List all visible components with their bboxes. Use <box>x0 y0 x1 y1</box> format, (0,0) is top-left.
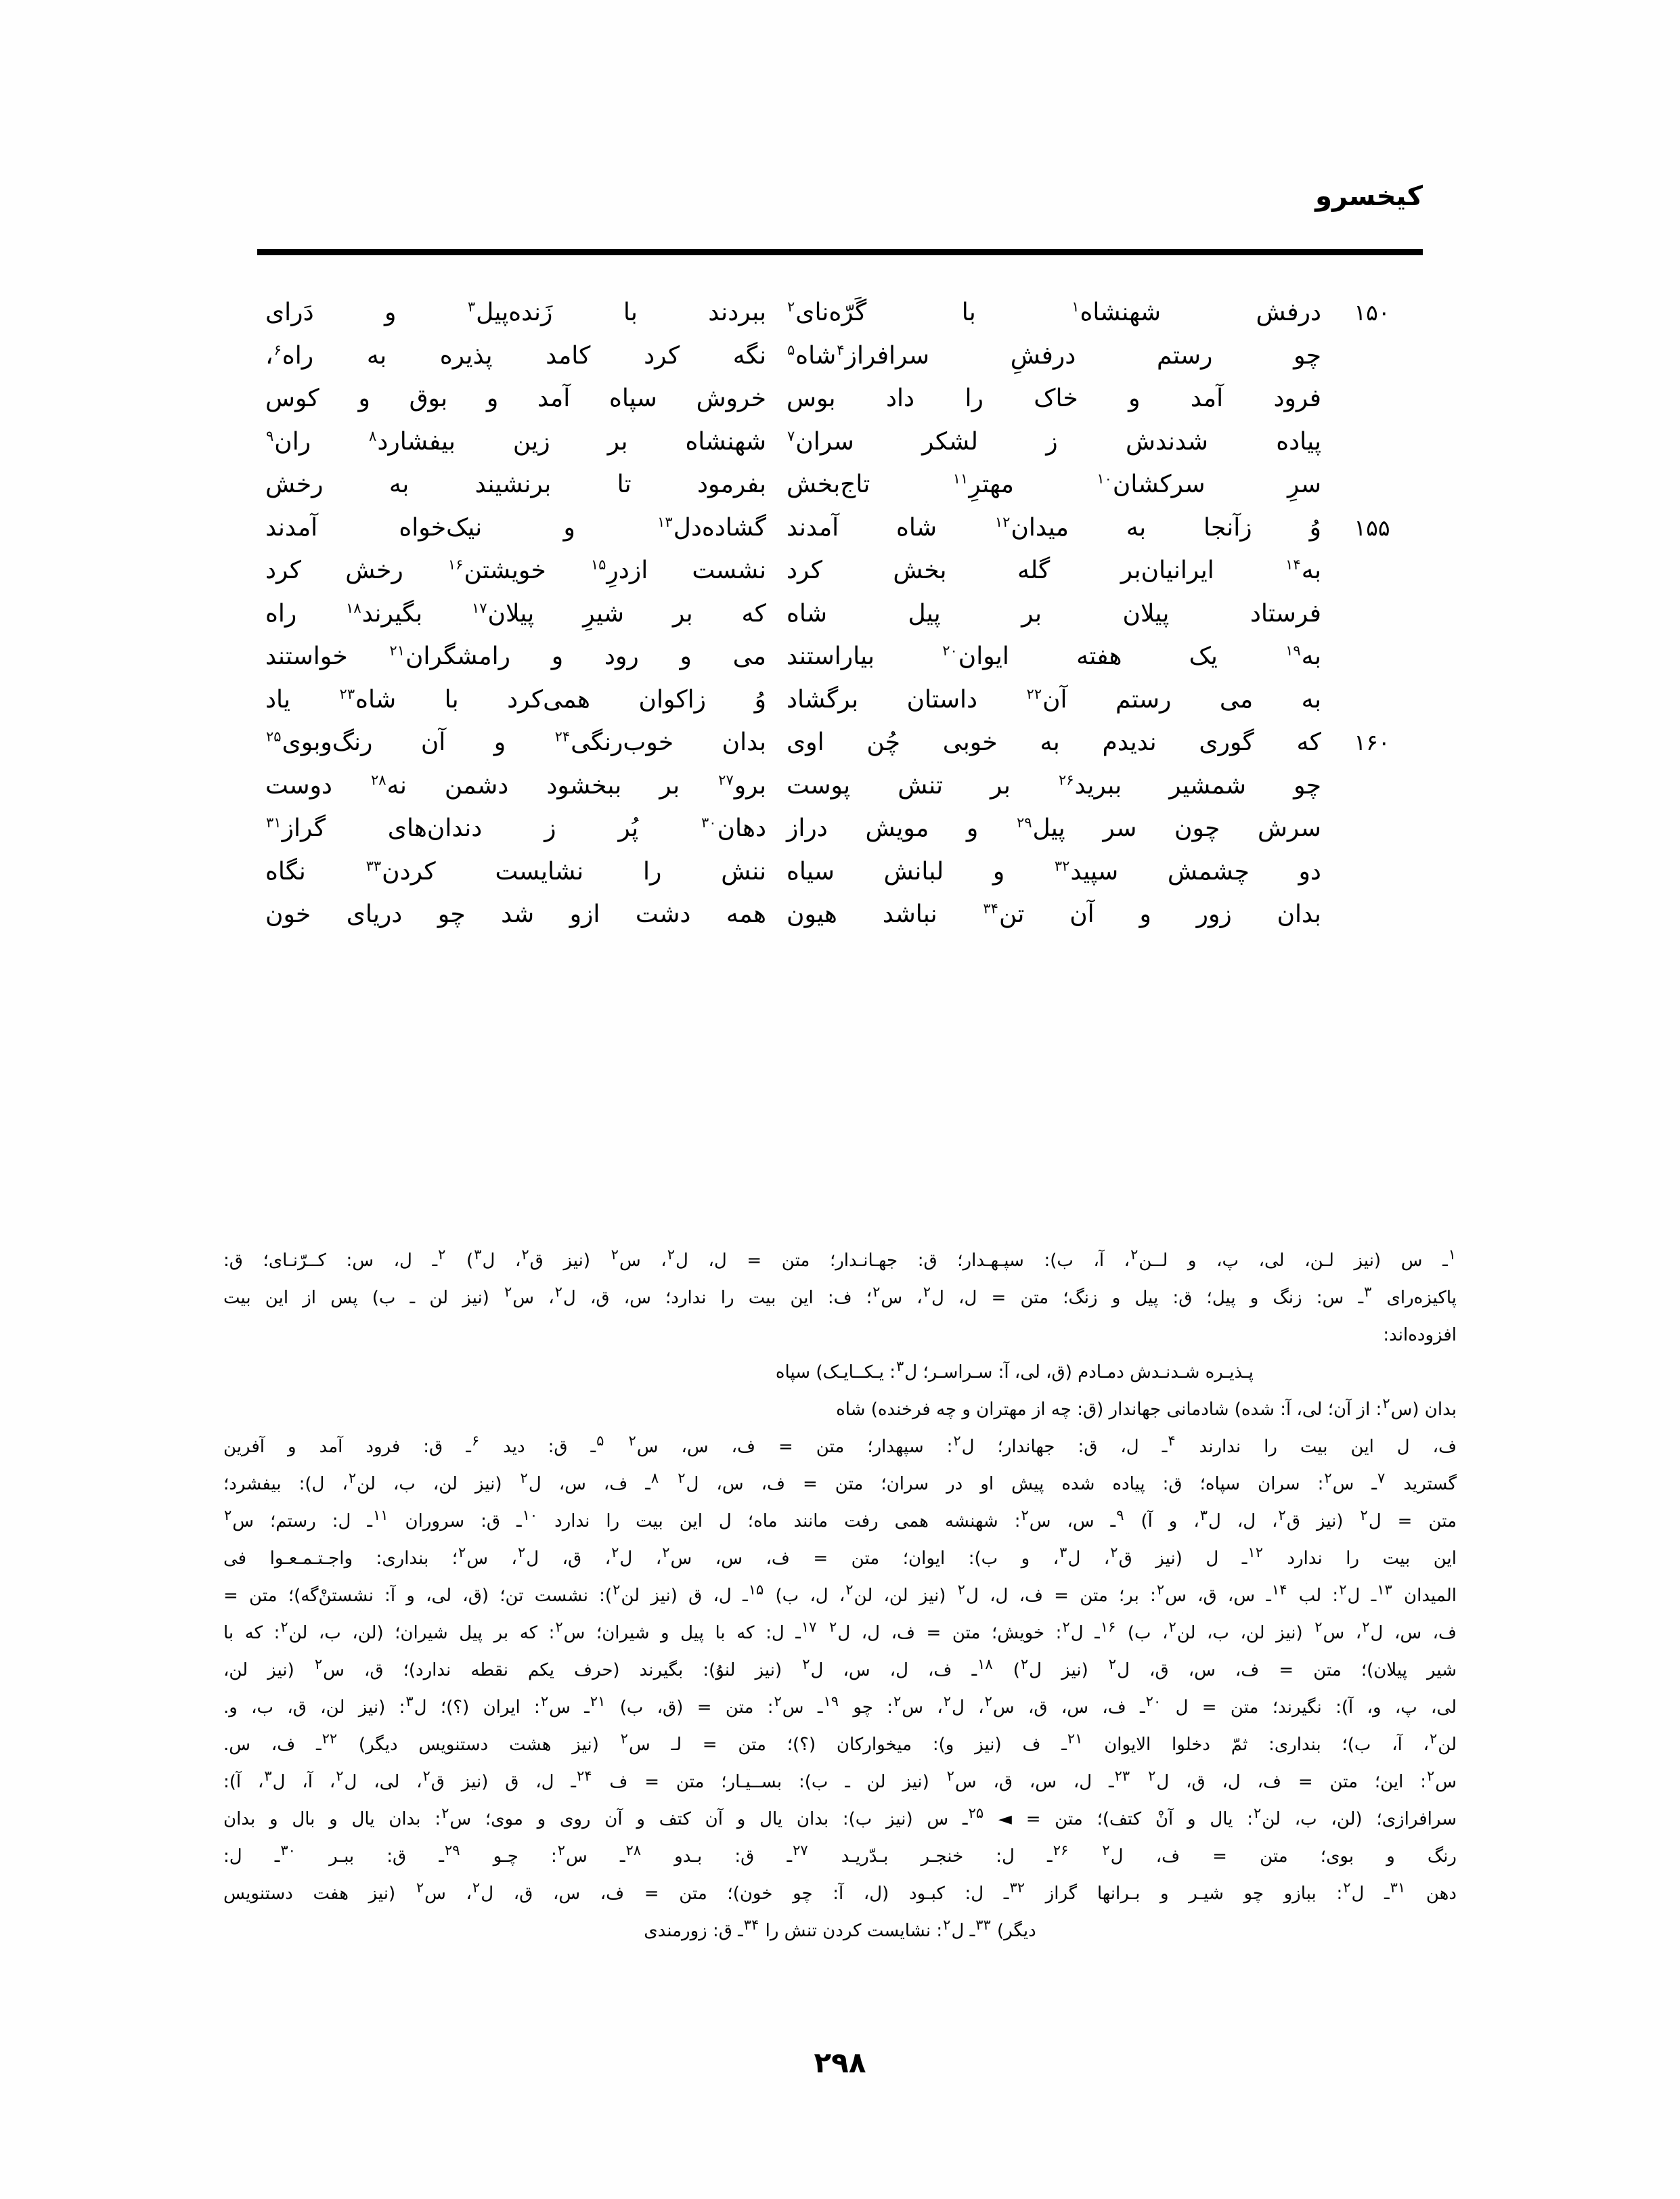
hemistich-second: بدان خوب‌رنگى$^{۲۴}$ و آن رنگ‌وبوى$^{۲۵}$ <box>266 728 766 756</box>
hemistich-first: به$^{۱۴}$ ايرانيان‌بر گله بخش كرد <box>787 557 1322 584</box>
folio-number: ۲۹۸ <box>814 2046 866 2079</box>
hemistich-first: سرش چون سر پيل$^{۲۹}$ و مويش دراز <box>787 814 1321 842</box>
verse-number: ۱۶۰ <box>1354 729 1390 756</box>
footnote-line: رنگ و بوى؛ متن = ف، ل$^۲$ $^{۲۶}$ـ ل: خنجـر بـدّريـد $^{۲۷}$ـ ق: بـدو $^{۲۸}$ـ س$^۲$: چـو $^{۲۹}$ـ ق: ببـر $^{۳۰}$ـ ل: <box>223 1842 1457 1867</box>
verse-row <box>257 506 1423 550</box>
hemistich-second: شهنشاه بر زين بيفشارد$^۸$ ران$^۹$ <box>266 427 767 456</box>
verse-row <box>257 377 1423 420</box>
footnote-line: گسترید $^۷$ـ س$^۲$: سران سپاه؛ ق: پياده شده پيش او در سران؛ متن = ف، س، ل$^۲$ $^۸$ـ ف، س، ل$^۲$ (نيز لن، ب، لن$^۲$، ل): بيفشرد؛ <box>223 1470 1457 1494</box>
hemistich-second: گشاده‌دل$^{۱۳}$ و نيک‌خواه آمدند <box>265 513 766 542</box>
verse-row <box>257 893 1423 936</box>
footnote-line: لن$^۲$، آ، ب)؛ بندارى: ثمّ دخلوا الايوان $^{۲۱}$ـ ف (نيز و): ميخواركان (؟)؛ متن = لـ س$^۲$ (نيز هشت دستنويس ديگر) $^{۲۲}$ـ ف، س. <box>223 1730 1457 1755</box>
footnote-line: بدان (س$^۲$: از آن؛ لى، آ: شده) شادمانى جهاندار (ق: چه از مهتران و چه فرخنده) شاه <box>836 1395 1457 1420</box>
footnote-line: ف، ل اين بيت را ندارند $^۴$ـ ل، ق: جهاندار؛ ل$^۲$: سپهدار؛ متن = ف، س، س$^۲$ $^۵$ـ ق: ديد $^۶$ـ ق: فرود آمد و آفرين <box>223 1433 1457 1457</box>
hemistich-first: دو چشمش سپيد$^{۳۲}$ و لبانش سياه <box>787 857 1321 886</box>
footnote-line: الميدان $^{۱۳}$ـ ل$^۲$: لب $^{۱۴}$ـ س، ق، س$^۲$: بر؛ متن = ف، ل، ل$^۲$ (نيز لن، لن$^۲$، ل، ب) $^{۱۵}$ـ ل، ق (نيز لن$^۲$): نشست تن؛ (ق، لى، و آ: نشستنْ‌گه)؛ متن = <box>223 1582 1457 1606</box>
hemistich-first: درفش شهنشاه$^۱$ با گَرّه‌ناى$^۲$ <box>787 299 1322 326</box>
footnote-line: ف، س، ل$^۲$، س$^۲$ (نيز لن، ب، لن$^۲$، ب) $^{۱۶}$ـ ل$^۲$: خويش؛ متن = ف، ل، ل$^۲$ $^{۱۷}$ـ ل: كه با پيل و شيران؛ س$^۲$: كه بر پيل شيران؛ (لن، ب، لن$^۲$: كه با <box>223 1619 1457 1643</box>
verse-row <box>257 592 1423 636</box>
hemistich-first: به مى رستم آن$^{۲۲}$ داستان برگشاد <box>787 685 1321 714</box>
footnote-line: لى، پ، و، آ): نگيرند؛ متن = ل $^{۲۰}$ـ ف، س، ق، س$^۲$، ل$^۲$، س$^۲$: چو $^{۱۹}$ـ س$^۲$: متن = (ق، ب) $^{۲۱}$ـ س$^۲$: ايران (؟)؛ ل$^۳$: (نيز لن، ق، ب، و. <box>223 1693 1457 1718</box>
hemistich-first: چو شمشير ببريد$^{۲۶}$ بر تنش پوست <box>787 771 1321 800</box>
verse-block <box>257 291 1423 936</box>
verse-number: ۱۵۵ <box>1354 514 1390 541</box>
footnote-line: متن = ل$^۲$ (نيز ق$^۲$، ل، ل$^۳$، و آ) $^۹$ـ س، س$^۲$: شهنشه همى رفت مانند ماه؛ ل اين بيت را ندارد $^{۱۰}$ـ ق: سروران $^{۱۱}$ـ ل: رستم؛ س$^۲$ <box>224 1507 1457 1531</box>
hemistich-first: فرود آمد و خاک را داد بوس <box>787 385 1321 412</box>
verse-row <box>257 334 1423 378</box>
verse-row <box>257 721 1423 764</box>
verse-row <box>257 291 1423 334</box>
verse-number: ۱۵۰ <box>1354 299 1390 326</box>
hemistich-second: ببردند با زَنده‌پيل$^۳$ و دَراى <box>265 299 766 326</box>
hemistich-first: پياده شدندش ز لشكر سران$^۷$ <box>787 427 1322 456</box>
running-head-zone <box>257 183 1423 230</box>
verse-row <box>257 549 1423 592</box>
footnote-line: $^۱$ـ س (نيز لـن، لى، پ، و لــن$^۲$، آ، ب): سپـهـدار؛ ق: جهـانـدار؛ متن = ل، ل$^۲$، س$^۲$ (نيز ق$^۲$، ل$^۳$) $^۲$ـ ل، س: كــرّنـاى؛ ق: <box>223 1246 1456 1271</box>
hemistich-second: نگه كرد كامد پذيره به راه$^۶$، <box>265 341 766 370</box>
footnote-line: شير پيلان)؛ متن = ف، س، ق، ل$^۲$ (نيز ل$^۲$) $^{۱۸}$ـ ف، ل، س، ل$^۲$ (نيز لنۇ): بگيرند (حرف يكم نقطه ندارد)؛ ق، س$^۲$ (نيز لن، <box>223 1656 1457 1680</box>
hemistich-second: خروش سپاه آمد و بوق و كوس <box>265 385 767 412</box>
hemistich-second: مى و رود و رامشگران$^{۲۱}$ خواستند <box>265 643 766 670</box>
hemistich-first: به$^{۱۹}$ يک هفته ايوان$^{۲۰}$ بياراستند <box>787 643 1321 670</box>
hemistich-second: كه بر شيرِ پيلان$^{۱۷}$ بگيرند$^{۱۸}$ راه <box>265 599 766 628</box>
hemistich-first: بدان زور و آن تن$^{۳۴}$ نباشد هيون <box>787 900 1321 928</box>
hemistich-second: ننش را نشايست كردن$^{۳۳}$ نگاه <box>265 857 766 886</box>
hemistich-first: فرستاد پيلان بر پيل شاه <box>787 599 1321 628</box>
hemistich-first: سرِ سركشان$^{۱۰}$ مهترِ$^{۱۱}$ تاج‌بخش <box>787 471 1322 498</box>
footnote-line: پاكيزه‌راى $^۳$ـ س: زنگ و پيل؛ ق: پيل و زنگ؛ متن = ل، ل$^۲$، س$^۲$؛ ف: اين بيت را ندارد؛ س، ق، ل$^۲$، س$^۲$ (نيز لن ـ ب) پس از اين بيت <box>223 1284 1457 1308</box>
footnote-line: افزوده‌اند: <box>1383 1325 1457 1345</box>
footnote-line: دهن $^{۳۱}$ـ ل$^۲$: ببازو چو شيـر و بـرانها گراز $^{۳۲}$ـ ل: كبـود (ل، آ: چو خون)؛ متن = ف، س، ق، ل$^۲$، س$^۲$ (نيز هفت دستنويس <box>223 1879 1457 1904</box>
hemistich-second: بفرمود تا برنشيند به رخش <box>265 471 766 498</box>
verse-row <box>257 420 1423 464</box>
footnote-apparatus <box>223 1242 1457 1950</box>
verse-row <box>257 850 1423 894</box>
verse-row <box>257 678 1423 722</box>
footnote-line: پـذيـره شـدنـدش دمـادم (ق، لى، آ: سـراسـر؛ ل$^۳$: يـكــايـک) سپاه <box>775 1358 1254 1382</box>
footnote-line: ديگر) $^{۳۳}$ـ ل$^۲$: نشايست كردن تنش را $^{۳۴}$ـ ق: زورمندى <box>644 1917 1036 1941</box>
running-head-title: کیخسرو <box>1315 181 1423 212</box>
footnote-line: اين بيت را ندارد $^{۱۲}$ـ ل (نيز ق$^۲$، ل$^۳$، و ب): ايوان؛ متن = ف، س، س$^۲$، ل$^۲$، ق، ل$^۲$، س$^۲$؛ بندارى: واجـتـمـعـوا فى <box>223 1544 1457 1569</box>
hemistich-second: وُ زاكوان همى‌كرد با شاه$^{۲۳}$ ياد <box>265 685 766 714</box>
verse-row <box>257 807 1423 850</box>
verse-row <box>257 635 1423 678</box>
hemistich-second: نشست ازدرِ$^{۱۵}$ خويشتن$^{۱۶}$ رخش كرد <box>265 557 766 584</box>
hemistich-second: برو$^{۲۷}$ بر ببخشود دشمن نه$^{۲۸}$ دوست <box>265 771 767 800</box>
footnote-line: سرافرازى؛ (لن، ب، لن$^۲$: يال و آنْ كتف)؛ متن = ◄ $^{۲۵}$ـ س (نيز ب): بدان يال و آن كتف و آن روى و موى؛ س$^۲$: بدان يال و بال و بدان <box>223 1805 1457 1829</box>
footnote-line: س$^۲$: اين؛ متن = ف، ل، ق، ل$^۲$ $^{۲۳}$ـ ل، س، ق، س$^۲$ (نيز لن ـ ب): بســيـار؛ متن = ف $^{۲۴}$ـ ل، ق (نيز ق$^۲$، لى، ل$^۲$، آ، ل$^۳$، آ): <box>223 1768 1457 1792</box>
hemistich-first: وُ زآنجا به ميدان$^{۱۲}$ شاه آمدند <box>787 513 1321 542</box>
hemistich-first: چو رستم درفشِ سرافراز$^۴$شاه$^۵$ <box>787 341 1321 370</box>
hemistich-second: همه دشت ازو شد چو درياى خون <box>265 900 766 928</box>
verse-row <box>257 764 1423 808</box>
verse-row <box>257 463 1423 506</box>
hemistich-second: دهان$^{۳۰}$ پُر ز دندان‌هاى گراز$^{۳۱}$ <box>266 814 766 842</box>
hemistich-first: كه گورى نديدم به خوبى چُن اوى <box>787 728 1321 756</box>
header-rule <box>257 249 1423 255</box>
